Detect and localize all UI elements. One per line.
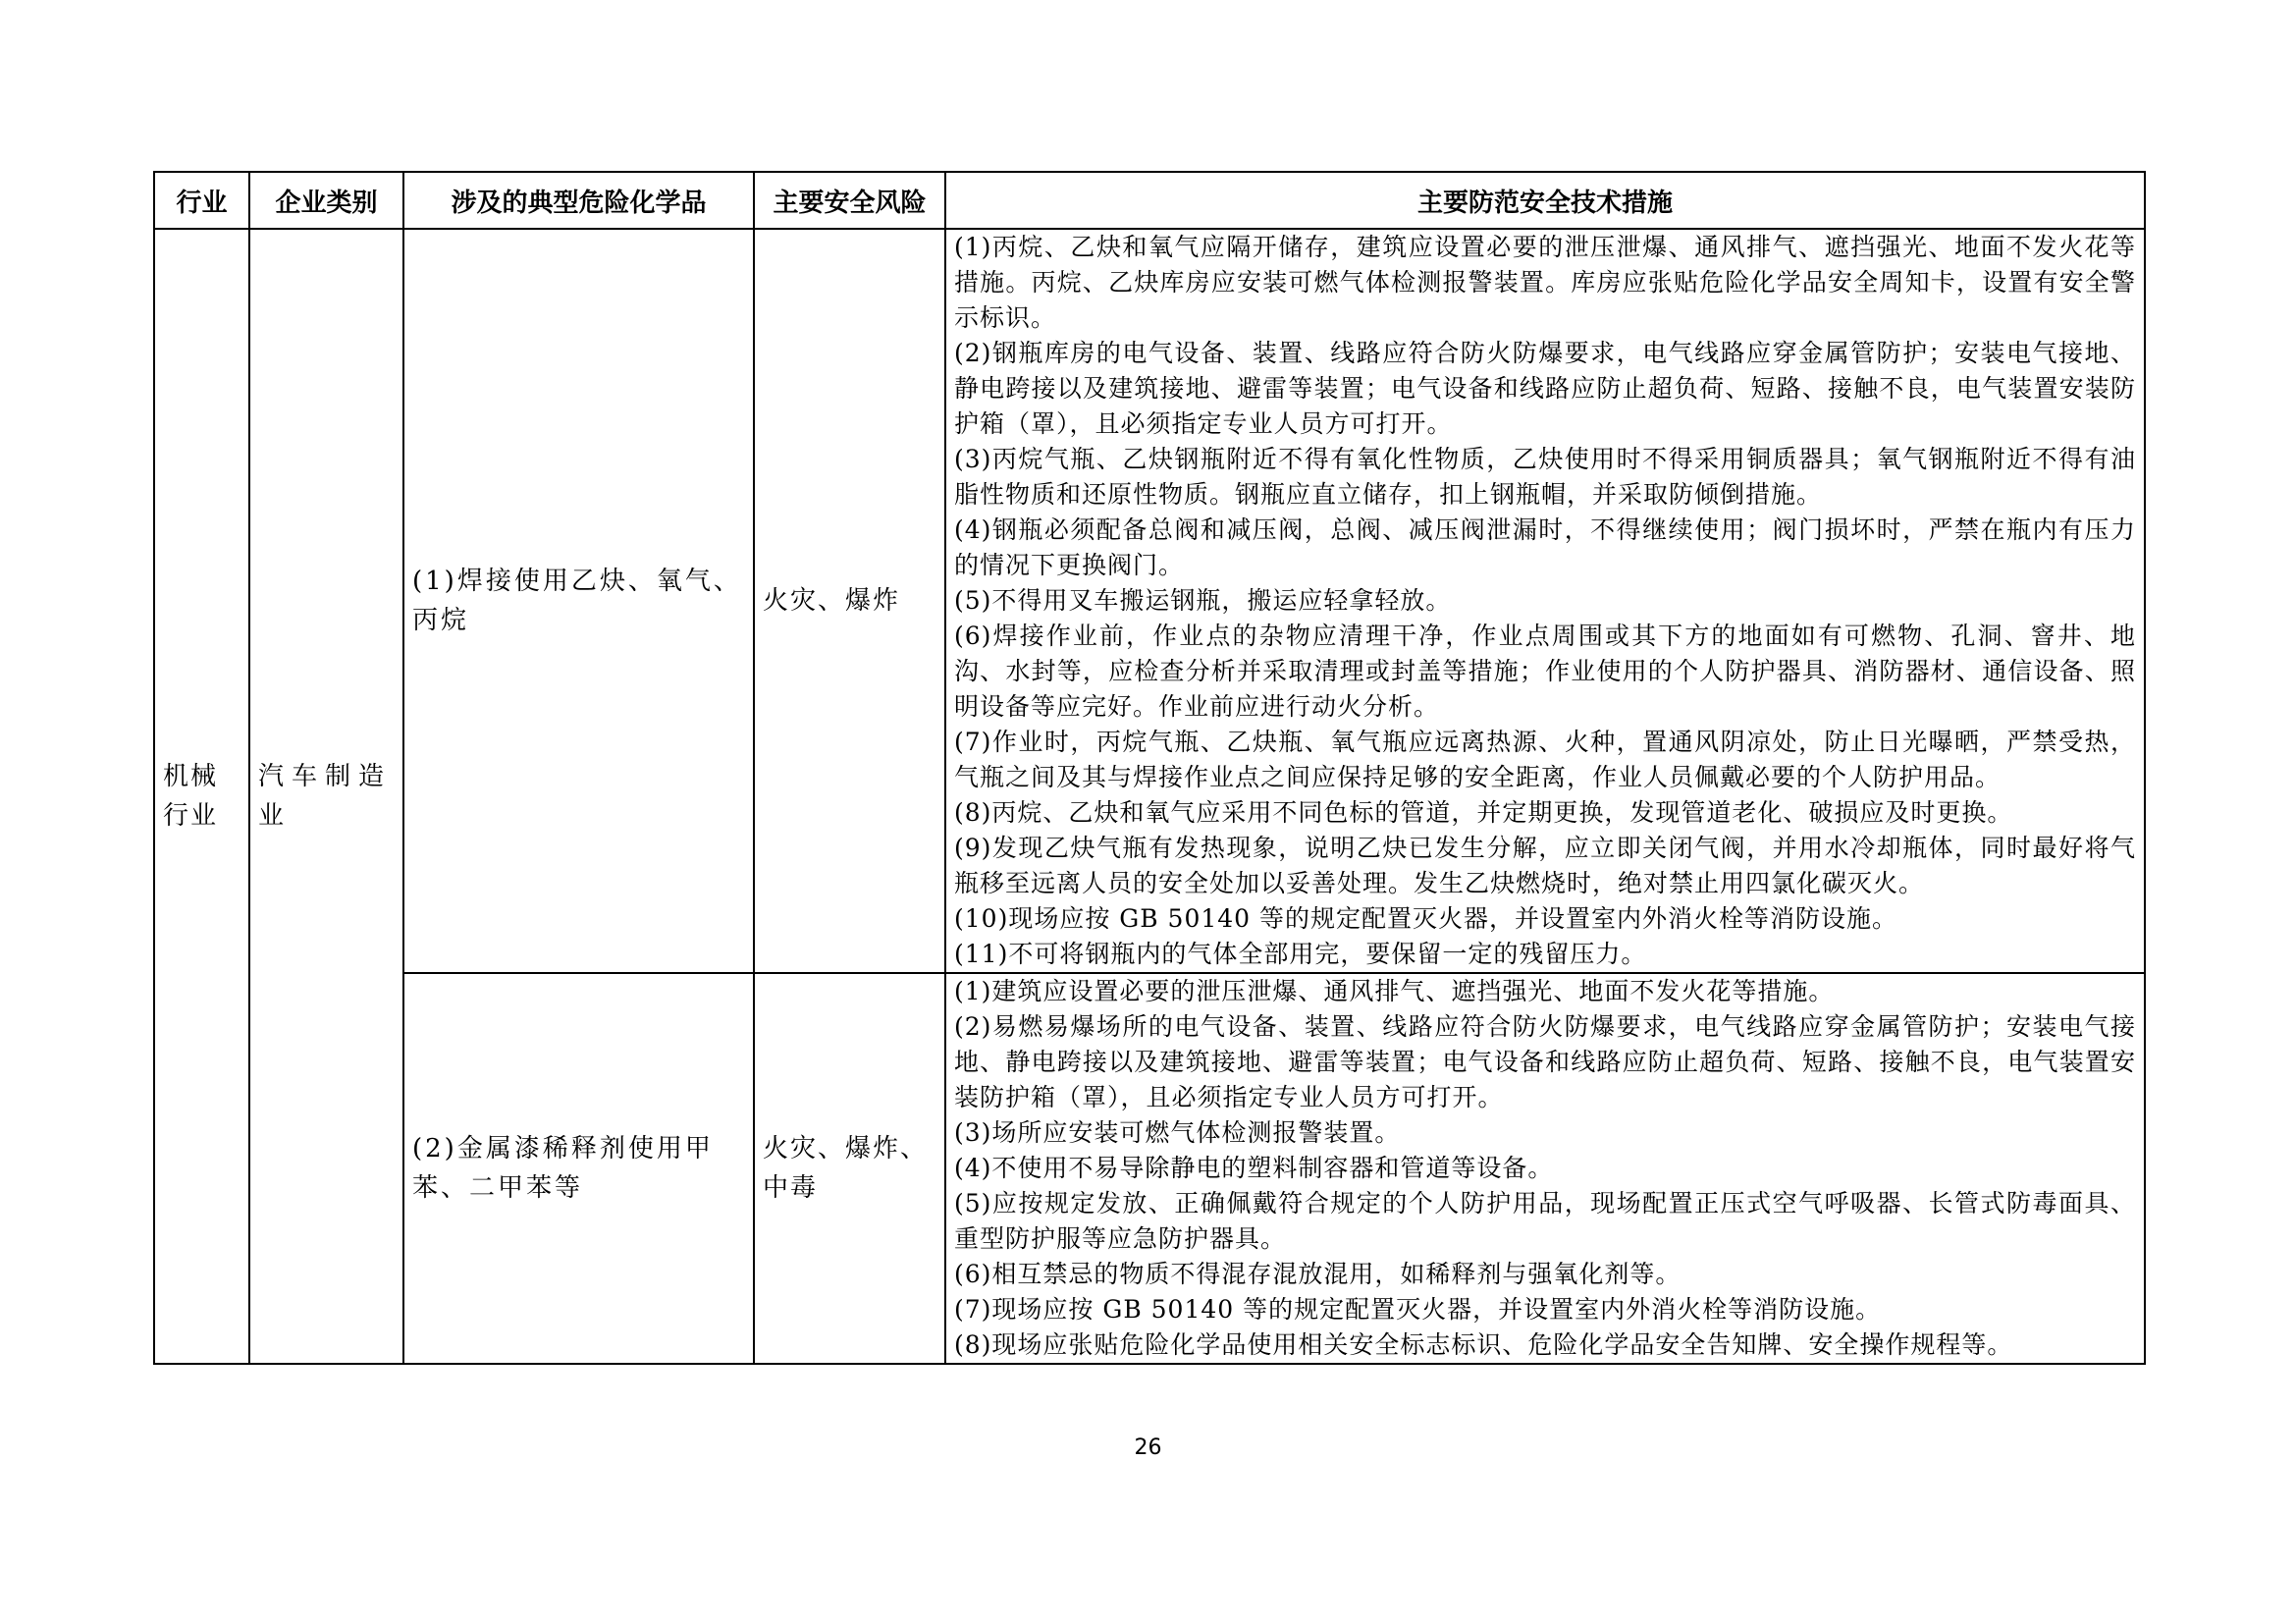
- page-number: 26: [1134, 1435, 1162, 1460]
- measure-item: (3)场所应安装可燃气体检测报警装置。: [954, 1118, 1401, 1147]
- measure-item: (6)相互禁忌的物质不得混存混放混用，如稀释剂与强氧化剂等。: [954, 1260, 1682, 1288]
- table-row: [154, 229, 2145, 973]
- measure-item: (9)发现乙炔气瓶有发热现象，说明乙炔已发生分解，应立即关闭气阀，并用水冷却瓶体，同时最好将气瓶移至远离人员的安全处加以妥善处理。发生乙炔燃烧时，绝对禁止用四氯化碳灭火。: [954, 834, 2136, 897]
- measure-item: (7)作业时，丙烷气瓶、乙炔瓶、氧气瓶应远离热源、火种，置通风阴凉处，防止日光曝晒，严禁受热，气瓶之间及其与焊接作业点之间应保持足够的安全距离，作业人员佩戴必要的个人防护用品。: [954, 728, 2136, 791]
- measures-list: [946, 230, 2144, 972]
- measures-cell: [945, 973, 2145, 1364]
- header-category: 企业类别: [249, 172, 403, 229]
- measure-item: (5)应按规定发放、正确佩戴符合规定的个人防护用品，现场配置正压式空气呼吸器、长管式防毒面具、重型防护服等应急防护器具。: [954, 1189, 2136, 1253]
- chemicals-cell: [403, 973, 754, 1364]
- chemicals-cell: [403, 229, 754, 973]
- measures-list: [946, 974, 2144, 1363]
- risks-cell: [754, 229, 945, 973]
- measure-item: (8)丙烷、乙炔和氧气应采用不同色标的管道，并定期更换，发现管道老化、破损应及时更换。: [954, 798, 2013, 827]
- measure-item: (11)不可将钢瓶内的气体全部用完，要保留一定的残留压力。: [954, 940, 1647, 968]
- industry-value: 机械行业: [163, 762, 219, 831]
- industry-cell: [154, 229, 249, 1364]
- hazard-table-container: [153, 171, 2146, 1365]
- measure-item: (6)焊接作业前，作业点的杂物应清理干净，作业点周围或其下方的地面如有可燃物、孔洞、窨井、地沟、水封等，应检查分析并采取清理或封盖等措施；作业使用的个人防护器具、消防器材、通信设备、照明设备等应完好。作业前应进行动火分析。: [954, 622, 2136, 721]
- header-risks: 主要安全风险: [754, 172, 945, 229]
- risks-text: 火灾、爆炸、中毒: [763, 1134, 929, 1203]
- table-row: [154, 973, 2145, 1364]
- measure-item: (5)不得用叉车搬运钢瓶，搬运应轻拿轻放。: [954, 586, 1452, 615]
- measure-item: (10)现场应按 GB 50140 等的规定配置灭火器，并设置室内外消火栓等消防设施。: [954, 904, 1898, 933]
- risks-text: 火灾、爆炸: [763, 586, 901, 616]
- chemicals-text: (1)焊接使用乙炔、氧气、丙烷: [412, 567, 742, 635]
- header-industry: 行业: [154, 172, 249, 229]
- measure-item: (2)钢瓶库房的电气设备、装置、线路应符合防火防爆要求，电气线路应穿金属管防护；安装电气接地、静电跨接以及建筑接地、避雷等装置；电气设备和线路应防止超负荷、短路、接触不良，电气装置安装防护箱（罩），且必须指定专业人员方可打开。: [954, 339, 2136, 438]
- measure-item: (4)不使用不易导除静电的塑料制容器和管道等设备。: [954, 1154, 1554, 1182]
- measure-item: (1)丙烷、乙炔和氧气应隔开储存，建筑应设置必要的泄压泄爆、通风排气、遮挡强光、地面不发火花等措施。丙烷、乙炔库房应安装可燃气体检测报警装置。库房应张贴危险化学品安全周知卡，设置有安全警示标识。: [954, 233, 2136, 332]
- header-measures: 主要防范安全技术措施: [945, 172, 2145, 229]
- chemicals-text: (2)金属漆稀释剂使用甲苯、二甲苯等: [412, 1134, 714, 1203]
- measure-item: (8)现场应张贴危险化学品使用相关安全标志标识、危险化学品安全告知牌、安全操作规程等。: [954, 1330, 2013, 1359]
- measure-item: (4)钢瓶必须配备总阀和减压阀，总阀、减压阀泄漏时，不得继续使用；阀门损坏时，严禁在瓶内有压力的情况下更换阀门。: [954, 515, 2136, 579]
- measure-item: (2)易燃易爆场所的电气设备、装置、线路应符合防火防爆要求，电气线路应穿金属管防护；安装电气接地、静电跨接以及建筑接地、避雷等装置；电气设备和线路应防止超负荷、短路、接触不良，电气装置安装防护箱（罩），且必须指定专业人员方可打开。: [954, 1012, 2136, 1111]
- table-header-row: [154, 172, 2145, 229]
- hazard-table: [153, 171, 2146, 1365]
- category-value: 汽车制造业: [258, 762, 393, 831]
- measure-item: (7)现场应按 GB 50140 等的规定配置灭火器，并设置室内外消火栓等消防设施。: [954, 1295, 1882, 1324]
- category-cell: [249, 229, 403, 1364]
- header-chemicals: 涉及的典型危险化学品: [403, 172, 754, 229]
- measure-item: (3)丙烷气瓶、乙炔钢瓶附近不得有氧化性物质，乙炔使用时不得采用铜质器具；氧气钢瓶附近不得有油脂性物质和还原性物质。钢瓶应直立储存，扣上钢瓶帽，并采取防倾倒措施。: [954, 445, 2136, 509]
- measure-item: (1)建筑应设置必要的泄压泄爆、通风排气、遮挡强光、地面不发火花等措施。: [954, 977, 1835, 1005]
- risks-cell: [754, 973, 945, 1364]
- measures-cell: [945, 229, 2145, 973]
